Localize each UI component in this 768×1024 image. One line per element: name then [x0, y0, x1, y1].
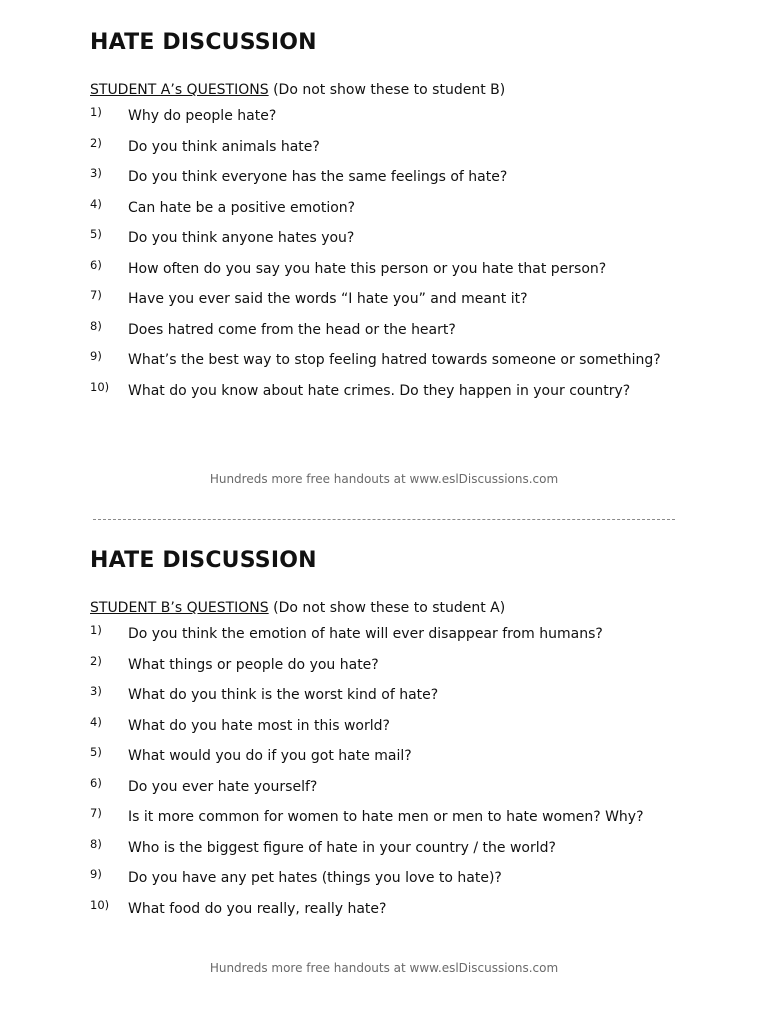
question-item — [90, 196, 678, 218]
question-item — [90, 168, 678, 187]
question-text: Who is the biggest figure of hate in your country / the world? — [128, 839, 556, 856]
question-item — [90, 318, 678, 340]
question-number: 5) — [90, 227, 102, 241]
question-text: Have you ever said the words “I hate you” and meant it? — [128, 291, 528, 307]
question-text: What do you hate most in this world? — [128, 717, 390, 734]
question-text: What things or people do you hate? — [128, 656, 379, 673]
question-number: 2) — [90, 653, 102, 668]
question-text: Can hate be a positive emotion? — [128, 199, 356, 216]
question-item — [90, 836, 678, 858]
question-text: Do you ever hate yourself? — [128, 778, 318, 795]
question-number: 3) — [90, 166, 102, 180]
question-number: 7) — [90, 806, 102, 820]
student-a-heading — [90, 81, 678, 99]
question-text: Why do people hate? — [128, 108, 277, 124]
question-item — [90, 869, 678, 888]
page-title: HATE DISCUSSION — [90, 30, 317, 55]
question-text: What food do you really, really hate? — [128, 900, 387, 917]
student-a-instruction: (Do not show these to student B) — [268, 82, 506, 98]
question-item — [90, 107, 678, 126]
question-number: 10) — [90, 897, 110, 912]
question-number: 10) — [90, 379, 110, 394]
question-item — [90, 229, 678, 248]
student-b-instruction: (Do not show these to student A) — [268, 600, 506, 616]
question-number: 9) — [90, 349, 102, 363]
page-title: HATE DISCUSSION — [90, 548, 317, 573]
question-number: 4) — [90, 196, 102, 211]
question-text: Does hatred come from the head or the heart? — [128, 321, 456, 338]
question-item — [90, 379, 678, 401]
footer-credit: Hundreds more free handouts at www.eslDiscussions.com — [209, 961, 559, 975]
question-text: Do you think the emotion of hate will ever disappear from humans? — [128, 626, 603, 642]
question-number: 1) — [90, 105, 102, 119]
question-number: 2) — [90, 135, 102, 150]
student-b-question-list — [90, 625, 678, 918]
question-text: Is it more common for women to hate men or men to hate women? Why? — [128, 809, 644, 825]
footer-credit: Hundreds more free handouts at www.eslDiscussions.com — [209, 472, 559, 486]
question-text: Do you think anyone hates you? — [128, 230, 355, 246]
question-number: 8) — [90, 836, 102, 851]
question-text: What do you know about hate crimes. Do they happen in your country? — [128, 382, 631, 399]
question-text: Do you think everyone has the same feelings of hate? — [128, 169, 508, 185]
question-text: What do you think is the worst kind of hate? — [128, 687, 439, 703]
question-text: Do you think animals hate? — [128, 138, 320, 155]
question-number: 3) — [90, 684, 102, 698]
question-number: 1) — [90, 623, 102, 637]
student-b-label: STUDENT B’s QUESTIONS — [90, 600, 269, 616]
question-item — [90, 653, 678, 675]
question-text: What would you do if you got hate mail? — [128, 748, 412, 764]
question-number: 6) — [90, 257, 102, 272]
question-number: 5) — [90, 745, 102, 759]
student-b-section — [90, 548, 678, 930]
question-item — [90, 775, 678, 797]
question-number: 7) — [90, 288, 102, 302]
student-b-heading — [90, 599, 678, 617]
question-item — [90, 808, 678, 827]
student-a-section — [90, 30, 678, 412]
question-number: 9) — [90, 867, 102, 881]
student-a-label: STUDENT A’s QUESTIONS — [90, 82, 269, 98]
question-item — [90, 747, 678, 766]
question-text: Do you have any pet hates (things you love to hate)? — [128, 870, 502, 886]
question-item — [90, 351, 678, 370]
question-item — [90, 135, 678, 157]
question-item — [90, 714, 678, 736]
question-number: 8) — [90, 318, 102, 333]
question-item — [90, 290, 678, 309]
question-text: How often do you say you hate this person or you hate that person? — [128, 260, 607, 277]
question-item — [90, 625, 678, 644]
question-number: 6) — [90, 775, 102, 790]
question-number: 4) — [90, 714, 102, 729]
question-text: What’s the best way to stop feeling hatred towards someone or something? — [128, 352, 661, 368]
question-item — [90, 686, 678, 705]
question-item — [90, 257, 678, 279]
cut-line-divider — [93, 519, 675, 520]
student-a-question-list — [90, 107, 678, 400]
question-item — [90, 897, 678, 919]
